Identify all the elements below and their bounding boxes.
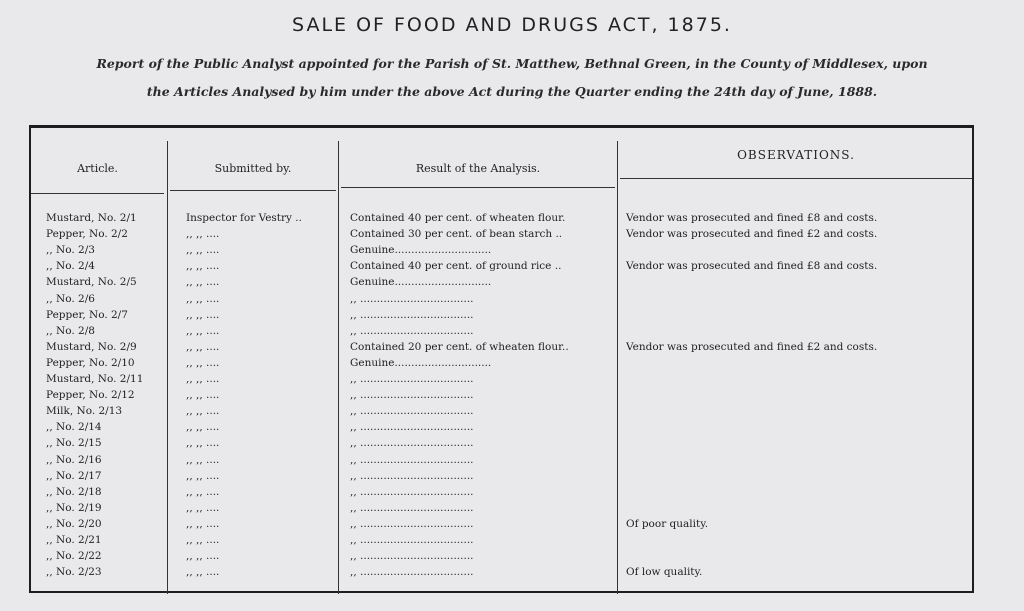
submitted-by-cell: ,, ,, .... [186, 469, 220, 482]
article-cell: Mustard, No. 2/1 [46, 212, 137, 224]
submitted-by-cell: ,, ,, .... [186, 340, 220, 353]
result-cell: ,, .................................. [350, 534, 474, 546]
article-cell: ,, No. 2/6 [46, 292, 95, 305]
header-rule [620, 178, 972, 179]
article-cell: Pepper, No. 2/10 [46, 356, 135, 369]
result-cell: ,, .................................. [350, 517, 474, 530]
result-cell: Contained 30 per cent. of bean starch .. [350, 228, 563, 241]
observation-cell: Vendor was prosecuted and fined £8 and costs. [626, 212, 878, 224]
article-cell: ,, No. 2/17 [46, 469, 102, 482]
article-cell: ,, No. 2/16 [46, 453, 102, 466]
submitted-by-cell: ,, ,, .... [186, 437, 220, 450]
article-cell: ,, No. 2/3 [46, 244, 95, 257]
result-cell: Genuine............................. [350, 244, 492, 257]
table-row [0, 243, 1024, 258]
result-cell: Contained 20 per cent. of wheaten flour.. [350, 340, 569, 353]
result-cell: ,, .................................. [350, 421, 474, 434]
column-header-result: Result of the Analysis. [415, 162, 541, 175]
submitted-by-cell: ,, ,, .... [186, 405, 220, 418]
result-cell: ,, .................................. [350, 501, 474, 514]
article-cell: ,, No. 2/8 [46, 324, 95, 337]
column-header-article: Article. [77, 162, 118, 175]
result-cell: Genuine............................. [350, 276, 492, 289]
table-row [0, 404, 1024, 419]
article-cell: ,, No. 2/19 [46, 501, 102, 514]
column-header-submitted-by: Submitted by. [214, 162, 292, 175]
table-row [0, 259, 1024, 274]
article-cell: ,, No. 2/21 [46, 534, 102, 546]
article-cell: ,, No. 2/15 [46, 437, 102, 450]
submitted-by-cell: ,, ,, .... [186, 324, 220, 337]
table-row [0, 324, 1024, 339]
article-cell: Mustard, No. 2/9 [46, 340, 137, 353]
submitted-by-cell: Inspector for Vestry .. [186, 212, 302, 224]
table-row [0, 275, 1024, 290]
observation-cell: Of low quality. [626, 566, 703, 579]
submitted-by-cell: ,, ,, .... [186, 260, 220, 273]
table-row [0, 469, 1024, 484]
result-cell: ,, .................................. [350, 469, 474, 482]
document-title: SALE OF FOOD AND DRUGS ACT, 1875. [292, 14, 732, 36]
result-cell: Genuine............................. [350, 356, 492, 369]
table-row [0, 227, 1024, 242]
table-row [0, 501, 1024, 516]
report-subtitle-line-1: Report of the Public Analyst appointed for the Parish of St. Matthew, Bethnal Green, in the County of Middlesex, upon [96, 56, 928, 71]
table-row [0, 356, 1024, 371]
submitted-by-cell: ,, ,, .... [186, 550, 220, 563]
table-row [0, 292, 1024, 307]
report-subtitle-line-2: the Articles Analysed by him under the above Act during the Quarter ending the 24th day of June, 1888. [146, 84, 878, 99]
table-row [0, 565, 1024, 580]
table-row [0, 308, 1024, 323]
result-cell: ,, .................................. [350, 389, 474, 402]
article-cell: ,, No. 2/4 [46, 260, 95, 273]
result-cell: Contained 40 per cent. of wheaten flour. [350, 212, 566, 224]
table-row [0, 533, 1024, 548]
header-rule [31, 193, 164, 194]
result-cell: ,, .................................. [350, 485, 474, 498]
table-row [0, 549, 1024, 564]
submitted-by-cell: ,, ,, .... [186, 373, 220, 385]
article-cell: Milk, No. 2/13 [46, 405, 123, 418]
submitted-by-cell: ,, ,, .... [186, 517, 220, 530]
article-cell: Pepper, No. 2/12 [46, 389, 135, 402]
result-cell: ,, .................................. [350, 324, 474, 337]
submitted-by-cell: ,, ,, .... [186, 228, 220, 241]
result-cell: ,, .................................. [350, 292, 474, 305]
article-cell: ,, No. 2/23 [46, 566, 102, 579]
observation-cell: Vendor was prosecuted and fined £2 and costs. [626, 228, 878, 241]
submitted-by-cell: ,, ,, .... [186, 421, 220, 434]
submitted-by-cell: ,, ,, .... [186, 356, 220, 369]
result-cell: ,, .................................. [350, 405, 474, 418]
submitted-by-cell: ,, ,, .... [186, 276, 220, 289]
result-cell: ,, .................................. [350, 437, 474, 450]
table-row [0, 485, 1024, 500]
result-cell: ,, .................................. [350, 566, 474, 579]
table-row [0, 436, 1024, 451]
table-row [0, 420, 1024, 435]
header-rule [341, 187, 615, 188]
article-cell: ,, No. 2/20 [46, 517, 102, 530]
submitted-by-cell: ,, ,, .... [186, 501, 220, 514]
column-header-observations: OBSERVATIONS. [737, 148, 855, 162]
submitted-by-cell: ,, ,, .... [186, 453, 220, 466]
observation-cell: Vendor was prosecuted and fined £2 and costs. [626, 340, 878, 353]
table-row [0, 211, 1024, 226]
table-row [0, 388, 1024, 403]
submitted-by-cell: ,, ,, .... [186, 389, 220, 402]
article-cell: ,, No. 2/22 [46, 550, 102, 563]
result-cell: ,, .................................. [350, 453, 474, 466]
submitted-by-cell: ,, ,, .... [186, 244, 220, 257]
table-row [0, 340, 1024, 355]
observation-cell: Of poor quality. [626, 517, 709, 530]
table-row [0, 372, 1024, 387]
observation-cell: Vendor was prosecuted and fined £8 and costs. [626, 260, 878, 273]
table-row [0, 517, 1024, 532]
article-cell: Mustard, No. 2/5 [46, 276, 137, 289]
submitted-by-cell: ,, ,, .... [186, 566, 220, 579]
article-cell: Pepper, No. 2/2 [46, 228, 128, 241]
submitted-by-cell: ,, ,, .... [186, 534, 220, 546]
submitted-by-cell: ,, ,, .... [186, 292, 220, 305]
submitted-by-cell: ,, ,, .... [186, 485, 220, 498]
result-cell: Contained 40 per cent. of ground rice .. [350, 260, 562, 273]
article-cell: ,, No. 2/14 [46, 421, 102, 434]
table-row [0, 453, 1024, 468]
article-cell: Pepper, No. 2/7 [46, 308, 128, 321]
article-cell: Mustard, No. 2/11 [46, 373, 144, 385]
article-cell: ,, No. 2/18 [46, 485, 102, 498]
result-cell: ,, .................................. [350, 550, 474, 563]
result-cell: ,, .................................. [350, 308, 474, 321]
result-cell: ,, .................................. [350, 373, 474, 385]
submitted-by-cell: ,, ,, .... [186, 308, 220, 321]
header-rule [170, 190, 336, 191]
